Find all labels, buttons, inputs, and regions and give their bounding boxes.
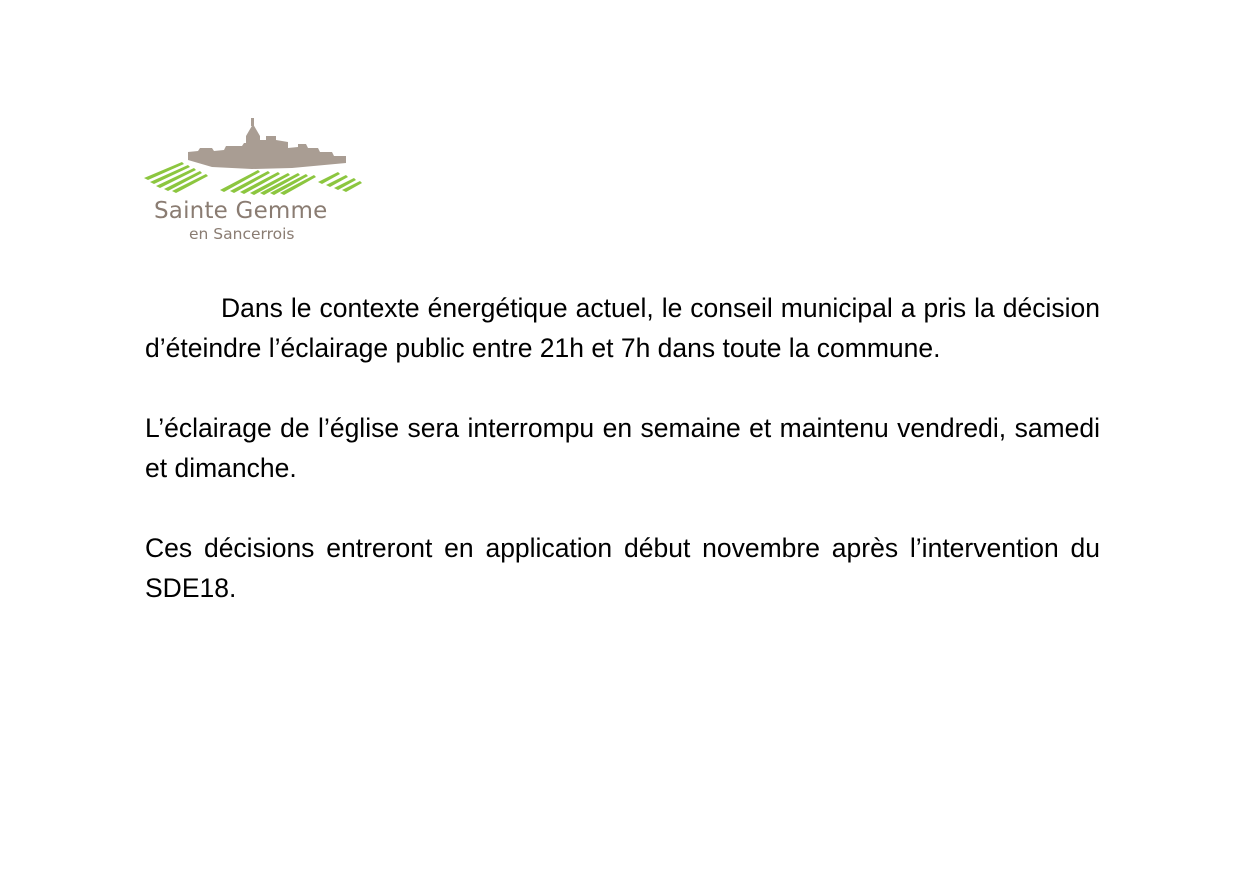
village-silhouette (188, 118, 346, 169)
municipality-logo (142, 118, 366, 246)
paragraph-church-lighting: L’éclairage de l’église sera interrompu en semaine et maintenu vendredi, samedi et dimanche. (145, 413, 1100, 483)
vine-rows-right (318, 172, 362, 192)
village-vineyard-emblem (142, 118, 366, 196)
paragraph-lighting-decision: Dans le contexte énergétique actuel, le conseil municipal a pris la décision d’éteindre l’éclairage public entre 21h et 7h dans toute la commune. (145, 293, 1100, 363)
vine-rows-left (144, 162, 208, 193)
logo-name: Sainte Gemme (154, 198, 328, 224)
vine-rows-center (220, 170, 316, 195)
logo-subtitle: en Sancerrois (189, 225, 295, 243)
announcement-text (145, 288, 1100, 648)
paragraph-application-date: Ces décisions entreront en application début novembre après l’intervention du SDE18. (145, 533, 1100, 603)
